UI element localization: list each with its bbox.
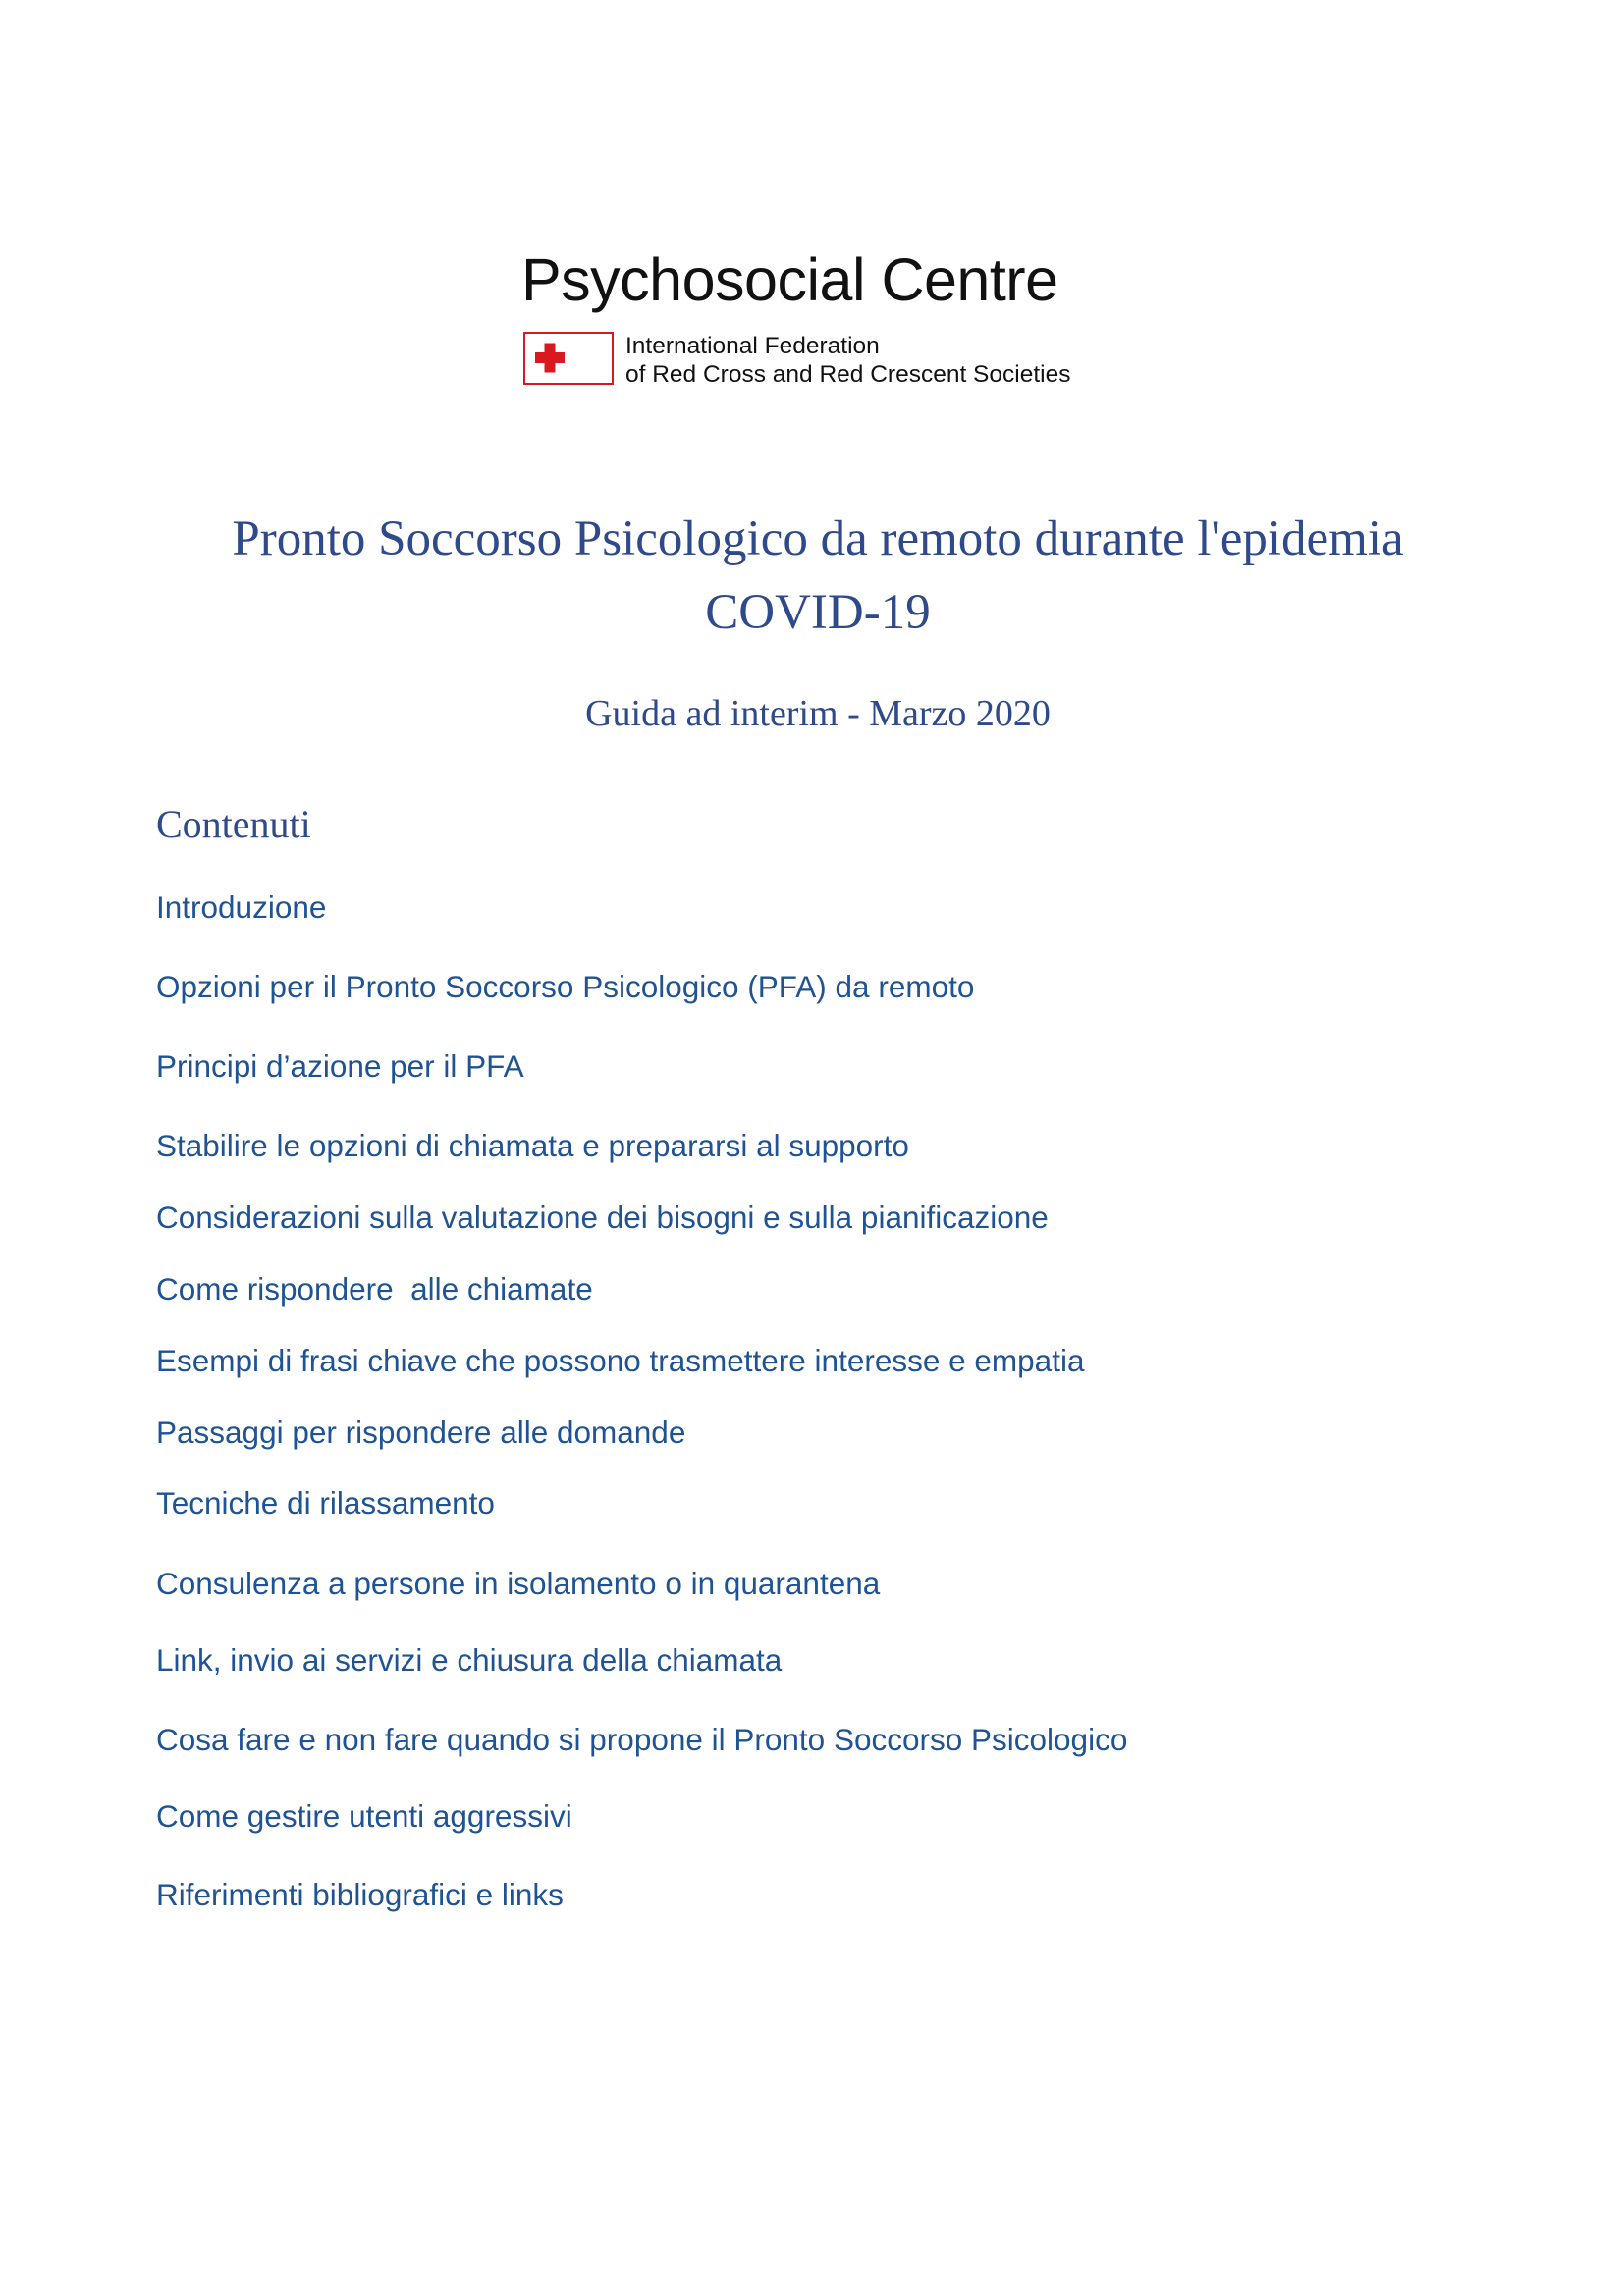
toc-item-valutazione-bisogni[interactable]: Considerazioni sulla valutazione dei bisogni e sulla pianificazione xyxy=(156,1200,1049,1235)
toc-item-link-invio-servizi[interactable]: Link, invio ai servizi e chiusura della chiamata xyxy=(156,1642,783,1678)
toc-item-principi-azione[interactable]: Principi d’azione per il PFA xyxy=(156,1048,524,1084)
document-title xyxy=(98,503,1538,650)
toc-item-cosa-fare-non-fare[interactable]: Cosa fare e non fare quando si propone il Pronto Soccorso Psicologico xyxy=(156,1722,1128,1757)
toc-heading: Contenuti xyxy=(156,802,311,846)
toc-item-utenti-aggressivi[interactable]: Come gestire utenti aggressivi xyxy=(156,1798,572,1834)
toc-item-rispondere-chiamate[interactable]: Come rispondere alle chiamate xyxy=(156,1271,593,1307)
psychosocial-centre-logo xyxy=(521,245,1125,402)
toc-item-frasi-chiave[interactable]: Esempi di frasi chiave che possono trasmettere interesse e empatia xyxy=(156,1343,1085,1378)
toc-item-opzioni-chiamata[interactable]: Stabilire le opzioni di chiamata e prepararsi al supporto xyxy=(156,1128,909,1163)
toc-item-tecniche-rilassamento[interactable]: Tecniche di rilassamento xyxy=(156,1485,495,1521)
toc-item-isolamento-quarantena[interactable]: Consulenza a persone in isolamento o in quarantena xyxy=(156,1566,881,1601)
logo-title: Psychosocial Centre xyxy=(521,246,1058,313)
toc-item-opzioni-pfa[interactable]: Opzioni per il Pronto Soccorso Psicologico (PFA) da remoto xyxy=(156,969,975,1004)
document-title-line-1: Pronto Soccorso Psicologico da remoto durante l'epidemia xyxy=(232,511,1404,566)
toc-item-passaggi-domande[interactable]: Passaggi per rispondere alle domande xyxy=(156,1415,686,1450)
logo-org-line-1: International Federation xyxy=(625,333,880,359)
toc-item-introduzione[interactable]: Introduzione xyxy=(156,889,327,925)
document-title-line-2: COVID-19 xyxy=(705,585,931,640)
document-subtitle: Guida ad interim - Marzo 2020 xyxy=(585,693,1051,734)
toc-item-riferimenti[interactable]: Riferimenti bibliografici e links xyxy=(156,1877,564,1912)
red-cross-red-crescent-emblem-icon xyxy=(523,332,614,385)
logo-org-line-2: of Red Cross and Red Crescent Societies xyxy=(625,361,1071,388)
